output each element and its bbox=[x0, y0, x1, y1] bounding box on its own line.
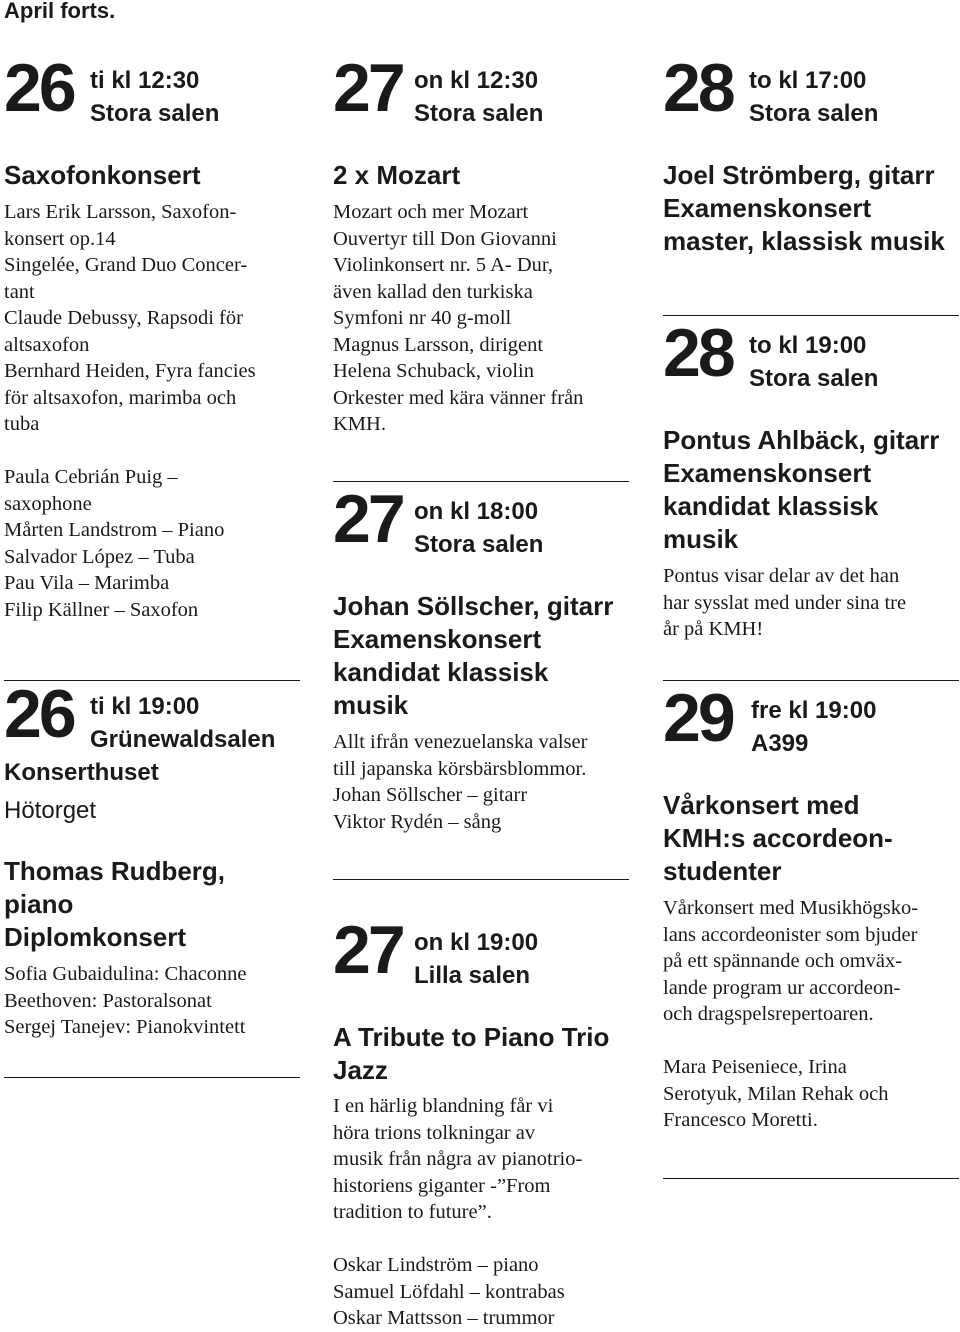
divider bbox=[333, 879, 629, 880]
text-line: Lars Erik Larsson, Saxofon- bbox=[4, 201, 237, 223]
text-line: Filip Källner – Saxofon bbox=[4, 598, 199, 621]
event-program bbox=[333, 199, 633, 438]
event-title bbox=[333, 1021, 633, 1087]
text-line: Oskar Mattsson – trummor bbox=[333, 1307, 555, 1329]
day-number: 26 bbox=[4, 50, 74, 126]
text-line: KMH:s accordeon- bbox=[663, 823, 893, 853]
text-line: Vårkonsert med Musikhögsko- bbox=[663, 897, 919, 919]
event-venue: Grünewaldsalen bbox=[90, 726, 276, 753]
text-line: musik bbox=[663, 524, 739, 554]
text-line: Allt ifrån venezuelanska valser bbox=[333, 731, 588, 753]
event-performers bbox=[663, 1054, 960, 1134]
text-line: Examenskonsert bbox=[333, 624, 542, 654]
event-time: to kl 17:00 bbox=[749, 67, 867, 94]
text-line: konsert op.14 bbox=[4, 227, 116, 250]
text-line: Ouvertyr till Don Giovanni bbox=[333, 227, 557, 250]
day-number: 28 bbox=[663, 50, 733, 126]
text-line: Pontus visar delar av det han bbox=[663, 565, 900, 587]
text-line: Helena Schuback, violin bbox=[333, 360, 534, 382]
text-line: Salvador López – Tuba bbox=[4, 545, 195, 568]
text-line: kandidat klassisk bbox=[663, 491, 879, 521]
event-time: ti kl 12:30 bbox=[90, 67, 200, 94]
text-line: Samuel Löfdahl – kontrabas bbox=[333, 1280, 565, 1303]
event-title bbox=[663, 789, 960, 888]
day-number: 27 bbox=[333, 50, 403, 126]
text-line: även kallad den turkiska bbox=[333, 280, 533, 303]
text-line: historiens giganter -”From bbox=[333, 1174, 551, 1197]
text-line: Johan Söllscher, gitarr bbox=[333, 591, 614, 621]
event-location: Hötorget bbox=[4, 797, 97, 824]
text-line: Violinkonsert nr. 5 A- Dur, bbox=[333, 254, 554, 276]
text-line: Examenskonsert bbox=[663, 458, 872, 488]
day-number: 26 bbox=[4, 676, 74, 752]
text-line: Diplomkonsert bbox=[4, 922, 187, 952]
event-time: ti kl 19:00 bbox=[90, 693, 200, 720]
event-venue: Lilla salen bbox=[414, 962, 531, 989]
event-title bbox=[333, 159, 633, 192]
text-line: Jazz bbox=[333, 1055, 388, 1085]
text-line: 2 x Mozart bbox=[333, 160, 461, 190]
text-line: Francesco Moretti. bbox=[663, 1109, 818, 1131]
text-line: Pontus Ahlbäck, gitarr bbox=[663, 425, 940, 455]
text-line: Saxofonkonsert bbox=[4, 160, 201, 190]
text-line: tradition to future”. bbox=[333, 1201, 492, 1223]
day-number: 29 bbox=[663, 680, 733, 756]
event-time: on kl 18:00 bbox=[414, 498, 539, 525]
text-line: Pau Vila – Marimba bbox=[4, 572, 170, 594]
text-line: Sofia Gubaidulina: Chaconne bbox=[4, 963, 247, 985]
text-line: Joel Strömberg, gitarr bbox=[663, 160, 935, 190]
text-line: lande program ur accordeon- bbox=[663, 976, 901, 999]
divider bbox=[4, 1077, 300, 1078]
event-venue: Stora salen bbox=[90, 100, 220, 127]
event-time: on kl 19:00 bbox=[414, 929, 539, 956]
event-title bbox=[4, 855, 304, 954]
event-venue: Stora salen bbox=[749, 365, 879, 392]
event-venue: Stora salen bbox=[749, 100, 879, 127]
text-line: I en härlig blandning får vi bbox=[333, 1095, 554, 1117]
event-venue: Stora salen bbox=[414, 100, 544, 127]
event-program bbox=[4, 961, 304, 1041]
text-line: Viktor Rydén – sång bbox=[333, 810, 502, 833]
text-line: Orkester med kära vänner från bbox=[333, 386, 584, 409]
day-number: 27 bbox=[333, 912, 403, 988]
text-line: Mara Peiseniece, Irina bbox=[663, 1056, 847, 1078]
text-line: Magnus Larsson, dirigent bbox=[333, 333, 544, 356]
text-line: musik från några av pianotrio- bbox=[333, 1148, 583, 1170]
text-line: Symfoni nr 40 g-moll bbox=[333, 307, 512, 329]
text-line: piano bbox=[4, 889, 74, 919]
event-program bbox=[4, 199, 304, 438]
text-line: år på KMH! bbox=[663, 618, 764, 640]
text-line: KMH. bbox=[333, 413, 386, 435]
text-line: Singelée, Grand Duo Concer- bbox=[4, 254, 248, 276]
event-time: to kl 19:00 bbox=[749, 332, 867, 359]
event-venue: Stora salen bbox=[414, 531, 544, 558]
text-line: master, klassisk musik bbox=[663, 226, 945, 256]
text-line: och dragspelsrepertoaren. bbox=[663, 1003, 874, 1025]
text-line: tuba bbox=[4, 413, 40, 435]
text-line: tant bbox=[4, 280, 35, 303]
day-number: 28 bbox=[663, 315, 733, 391]
text-line: altsaxofon bbox=[4, 333, 90, 356]
text-line: Beethoven: Pastoralsonat bbox=[4, 989, 212, 1012]
text-line: Paula Cebrián Puig – bbox=[4, 466, 178, 488]
text-line: Serotyuk, Milan Rehak och bbox=[663, 1082, 889, 1105]
event-time: on kl 12:30 bbox=[414, 67, 539, 94]
divider bbox=[663, 1178, 959, 1179]
text-line: Examenskonsert bbox=[663, 193, 872, 223]
day-number: 27 bbox=[333, 481, 403, 557]
event-title bbox=[333, 590, 633, 722]
event-performers bbox=[333, 1252, 633, 1332]
text-line: för altsaxofon, marimba och bbox=[4, 386, 237, 409]
event-time: fre kl 19:00 bbox=[751, 697, 877, 724]
page-header: April forts. bbox=[4, 0, 116, 23]
event-title bbox=[4, 159, 304, 192]
text-line: Sergej Tanejev: Pianokvintett bbox=[4, 1016, 246, 1038]
text-line: studenter bbox=[663, 856, 782, 886]
text-line: Vårkonsert med bbox=[663, 790, 860, 820]
text-line: till japanska körsbärsblommor. bbox=[333, 757, 587, 780]
event-title bbox=[663, 424, 960, 556]
event-title bbox=[663, 159, 960, 258]
text-line: Bernhard Heiden, Fyra fancies bbox=[4, 360, 256, 382]
text-line: kandidat klassisk bbox=[333, 657, 549, 687]
text-line: Claude Debussy, Rapsodi för bbox=[4, 307, 243, 329]
text-line: Johan Söllscher – gitarr bbox=[333, 784, 528, 806]
event-program bbox=[333, 1093, 633, 1226]
text-line: har sysslat med under sina tre bbox=[663, 591, 907, 614]
text-line: lans accordeonister som bjuder bbox=[663, 923, 918, 946]
event-hall: Konserthuset bbox=[4, 759, 159, 786]
text-line: musik bbox=[333, 690, 409, 720]
event-venue: A399 bbox=[751, 730, 809, 757]
text-line: Thomas Rudberg, bbox=[4, 856, 226, 886]
text-line: Mozart och mer Mozart bbox=[333, 201, 529, 223]
text-line: Mårten Landstrom – Piano bbox=[4, 519, 225, 541]
text-line: saxophone bbox=[4, 492, 92, 515]
event-program bbox=[333, 729, 633, 835]
event-program bbox=[663, 563, 960, 643]
event-performers bbox=[4, 464, 304, 623]
event-program bbox=[663, 895, 960, 1028]
text-line: A Tribute to Piano Trio bbox=[333, 1022, 610, 1052]
text-line: höra trions tolkningar av bbox=[333, 1121, 536, 1144]
text-line: Oskar Lindström – piano bbox=[333, 1254, 539, 1276]
text-line: på ett spännande och omväx- bbox=[663, 950, 903, 972]
